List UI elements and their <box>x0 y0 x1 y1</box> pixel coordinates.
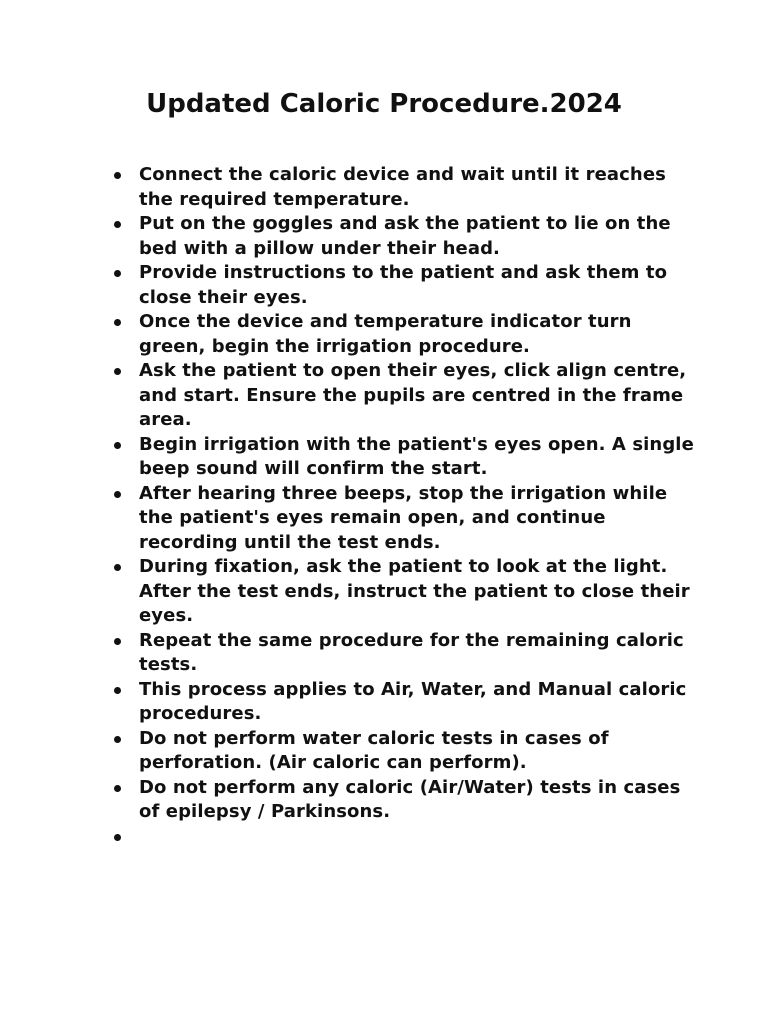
list-item-text: Provide instructions to the patient and ask them to close their eyes. <box>139 262 668 308</box>
bullet-icon <box>114 736 121 743</box>
bullet-icon <box>114 319 121 326</box>
list-item <box>114 825 694 850</box>
document-title: Updated Caloric Procedure.2024 <box>146 89 622 119</box>
list-item <box>114 629 694 678</box>
list-item-text: After hearing three beeps, stop the irrigation while the patient's eyes remain open, and continue recording until the test ends. <box>139 482 668 553</box>
bullet-icon <box>114 270 121 277</box>
bullet-icon <box>114 638 121 645</box>
bullet-icon <box>114 834 121 841</box>
list-item-text: Do not perform water caloric tests in cases of perforation. (Air caloric can perform). <box>139 727 609 773</box>
list-item <box>114 776 694 825</box>
list-item-text: Begin irrigation with the patient's eyes open. A single beep sound will confirm the start. <box>139 433 694 479</box>
bullet-icon <box>114 564 121 571</box>
list-item <box>114 555 694 629</box>
list-item-text: Do not perform any caloric (Air/Water) tests in cases of epilepsy / Parkinsons. <box>139 776 681 822</box>
list-item <box>114 359 694 433</box>
list-item <box>114 482 694 556</box>
list-item <box>114 310 694 359</box>
list-item-text: Ask the patient to open their eyes, click align centre, and start. Ensure the pupils are centred in the frame area. <box>139 360 687 430</box>
list-item <box>114 433 694 482</box>
procedure-list <box>114 163 694 849</box>
bullet-icon <box>114 491 121 498</box>
bullet-icon <box>114 687 121 694</box>
list-item-text: Repeat the same procedure for the remaining caloric tests. <box>139 629 684 675</box>
list-item-text: Put on the goggles and ask the patient to lie on the bed with a pillow under their head. <box>139 213 671 259</box>
list-item-text: Once the device and temperature indicator turn green, begin the irrigation procedure. <box>139 311 632 357</box>
bullet-icon <box>114 368 121 375</box>
list-item-text <box>139 825 694 850</box>
list-item <box>114 212 694 261</box>
bullet-icon <box>114 785 121 792</box>
list-item <box>114 678 694 727</box>
bullet-icon <box>114 442 121 449</box>
list-item <box>114 261 694 310</box>
list-item-text: During fixation, ask the patient to look at the light. After the test ends, instruct the patient to close their eyes. <box>139 556 690 626</box>
list-item <box>114 163 694 212</box>
list-item <box>114 727 694 776</box>
bullet-icon <box>114 172 121 179</box>
list-item-text: Connect the caloric device and wait until it reaches the required temperature. <box>139 164 666 210</box>
bullet-icon <box>114 221 121 228</box>
list-item-text: This process applies to Air, Water, and Manual caloric procedures. <box>139 678 687 724</box>
